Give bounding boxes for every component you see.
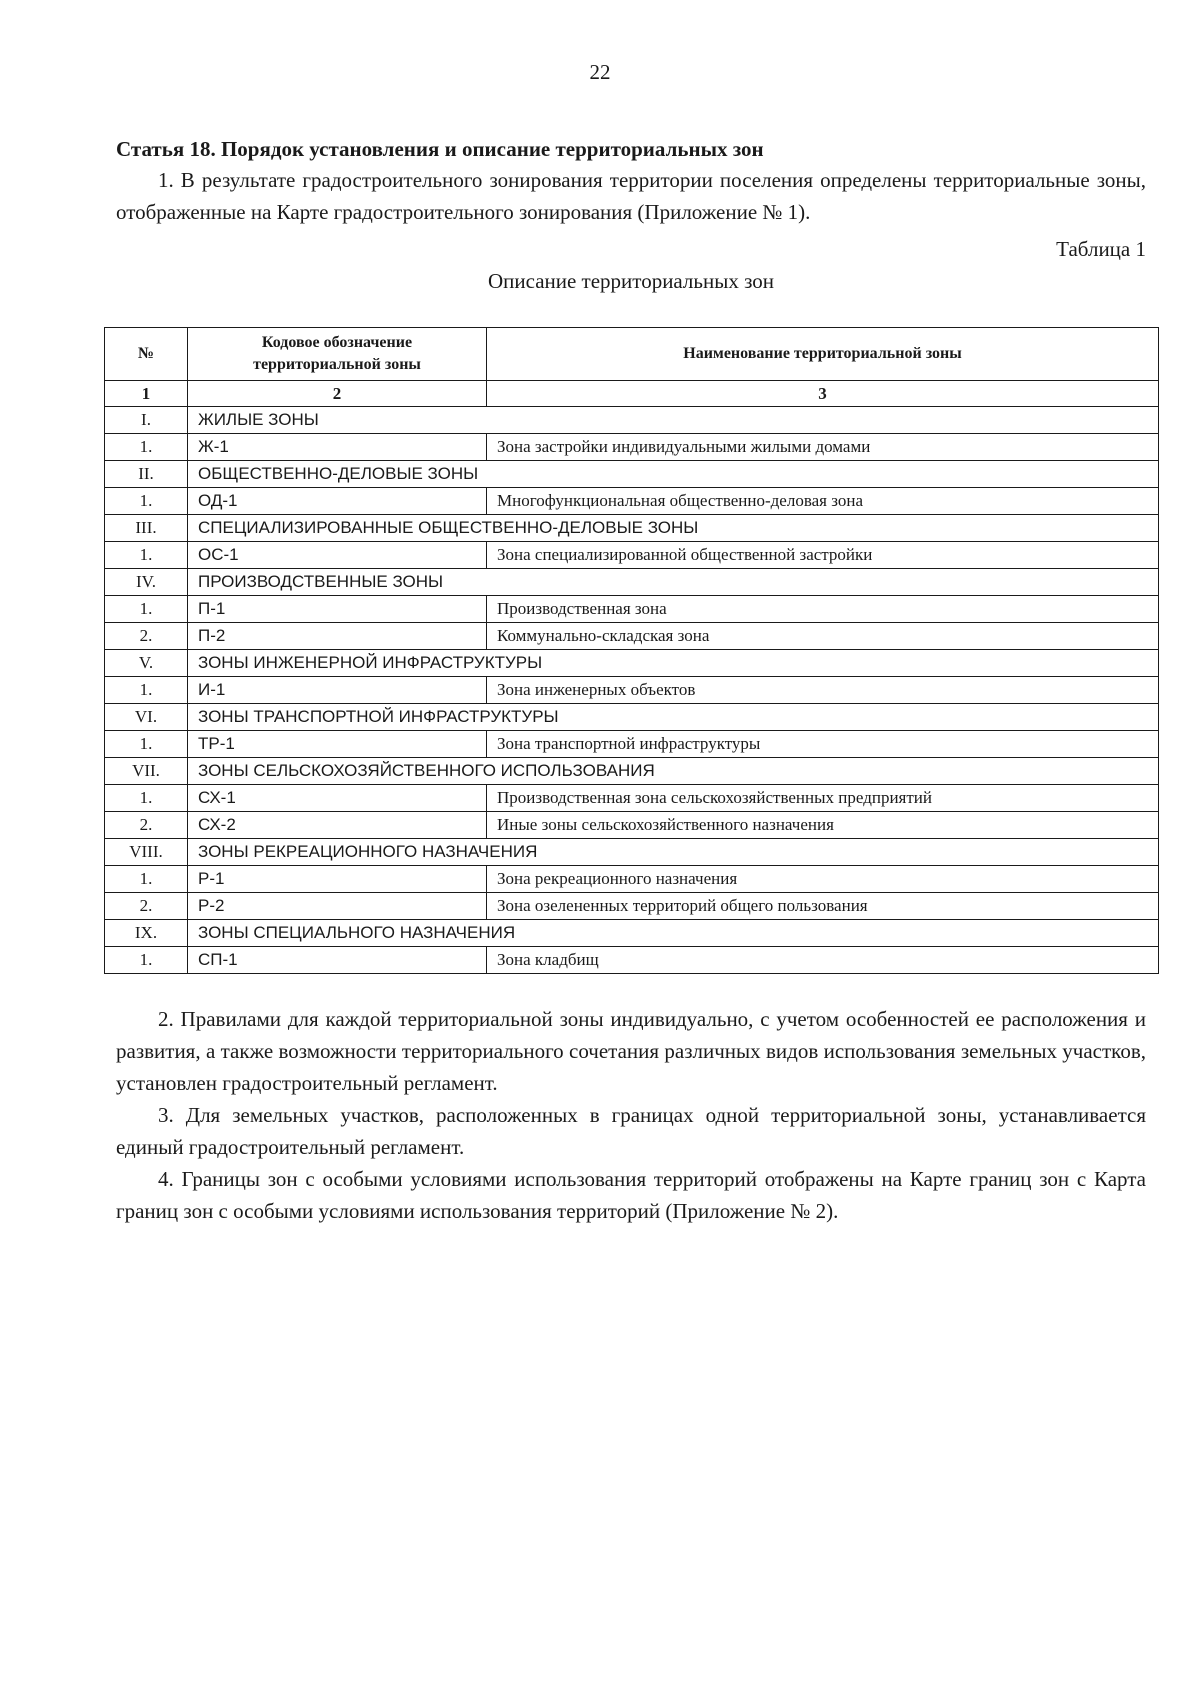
zone-code: ОС-1 [188,542,487,569]
section-row [105,569,1159,596]
section-number: II. [105,461,188,488]
zone-code: СХ-1 [188,785,487,812]
zone-name: Производственная зона сельскохозяйственных предприятий [487,785,1159,812]
section-title: ЗОНЫ СЕЛЬСКОХОЗЯЙСТВЕННОГО ИСПОЛЬЗОВАНИЯ [188,758,1159,785]
table-row [105,596,1159,623]
header-num: № [105,328,188,381]
row-number: 2. [105,623,188,650]
zone-name: Многофункциональная общественно-деловая зона [487,488,1159,515]
closing-paragraphs [116,1003,1146,1227]
section-row [105,920,1159,947]
section-row [105,515,1159,542]
section-row [105,461,1159,488]
row-number: 1. [105,785,188,812]
column-number: 1 [105,381,188,407]
section-title: ПРОИЗВОДСТВЕННЫЕ ЗОНЫ [188,569,1159,596]
header-code: Кодовое обозначение территориальной зоны [188,328,487,381]
zones-table [104,327,1159,974]
table-row [105,947,1159,974]
column-number: 3 [487,381,1159,407]
row-number: 1. [105,731,188,758]
section-number: V. [105,650,188,677]
section-number: I. [105,407,188,434]
zone-name: Зона кладбищ [487,947,1159,974]
row-number: 1. [105,542,188,569]
zone-name: Производственная зона [487,596,1159,623]
section-row [105,758,1159,785]
table-row [105,677,1159,704]
row-number: 1. [105,488,188,515]
paragraph-3: 3. Для земельных участков, расположенных в границах одной территориальной зоны, устанавливается единый градостроительный регламент. [116,1103,1146,1159]
page-number: 22 [589,60,611,84]
section-title: ЖИЛЫЕ ЗОНЫ [188,407,1159,434]
zone-name: Иные зоны сельскохозяйственного назначения [487,812,1159,839]
section-row [105,650,1159,677]
zone-code: Р-2 [188,893,487,920]
row-number: 1. [105,596,188,623]
paragraph-1: 1. В результате градостроительного зонирования территории поселения определены территориальные зоны, отображенные на Карте градостроительного зонирования (Приложение № 1). [116,168,1146,224]
column-numbers-row [105,381,1159,407]
table-row [105,623,1159,650]
table-row [105,542,1159,569]
zone-name: Зона инженерных объектов [487,677,1159,704]
zone-code: Ж-1 [188,434,487,461]
row-number: 1. [105,434,188,461]
table-row [105,488,1159,515]
section-number: VII. [105,758,188,785]
section-number: VI. [105,704,188,731]
zone-code: СП-1 [188,947,487,974]
table-row [105,893,1159,920]
section-row [105,839,1159,866]
zone-name: Зона специализированной общественной застройки [487,542,1159,569]
table-row [105,812,1159,839]
section-title: ЗОНЫ ИНЖЕНЕРНОЙ ИНФРАСТРУКТУРЫ [188,650,1159,677]
zone-code: И-1 [188,677,487,704]
table-title: Описание территориальных зон [487,269,775,293]
row-number: 2. [105,812,188,839]
header-name: Наименование территориальной зоны [487,328,1159,381]
column-number: 2 [188,381,487,407]
zone-code: ТР-1 [188,731,487,758]
zone-name: Зона транспортной инфраструктуры [487,731,1159,758]
row-number: 1. [105,947,188,974]
section-title: ОБЩЕСТВЕННО-ДЕЛОВЫЕ ЗОНЫ [188,461,1159,488]
section-number: IV. [105,569,188,596]
row-number: 2. [105,893,188,920]
zone-name: Зона рекреационного назначения [487,866,1159,893]
section-title: ЗОНЫ ТРАНСПОРТНОЙ ИНФРАСТРУКТУРЫ [188,704,1159,731]
section-row [105,704,1159,731]
zone-code: Р-1 [188,866,487,893]
section-title: ЗОНЫ РЕКРЕАЦИОННОГО НАЗНАЧЕНИЯ [188,839,1159,866]
section-number: IX. [105,920,188,947]
zone-name: Коммунально-складская зона [487,623,1159,650]
table-row [105,731,1159,758]
zone-name: Зона озелененных территорий общего пользования [487,893,1159,920]
section-number: VIII. [105,839,188,866]
paragraph-4: 4. Границы зон с особыми условиями использования территорий отображены на Карте границ зон с Карта границ зон с особыми условиями использования территорий (Приложение № 2). [116,1167,1146,1223]
table-row [105,434,1159,461]
section-number: III. [105,515,188,542]
table-row [105,866,1159,893]
zone-code: ОД-1 [188,488,487,515]
table-header-row [105,328,1159,381]
table-label: Таблица 1 [1056,237,1146,261]
section-title: ЗОНЫ СПЕЦИАЛЬНОГО НАЗНАЧЕНИЯ [188,920,1159,947]
table-row [105,785,1159,812]
article-title: Статья 18. Порядок установления и описание территориальных зон [116,137,764,161]
zone-code: СХ-2 [188,812,487,839]
paragraph-2: 2. Правилами для каждой территориальной зоны индивидуально, с учетом особенностей ее расположения и развития, а также возможности территориального сочетания различных видов использования земельных участков, установлен градостроительный регламент. [116,1007,1146,1095]
section-row [105,407,1159,434]
zone-code: П-1 [188,596,487,623]
article-section [116,134,1146,296]
row-number: 1. [105,677,188,704]
row-number: 1. [105,866,188,893]
zone-name: Зона застройки индивидуальными жилыми домами [487,434,1159,461]
zone-code: П-2 [188,623,487,650]
section-title: СПЕЦИАЛИЗИРОВАННЫЕ ОБЩЕСТВЕННО-ДЕЛОВЫЕ ЗОНЫ [188,515,1159,542]
